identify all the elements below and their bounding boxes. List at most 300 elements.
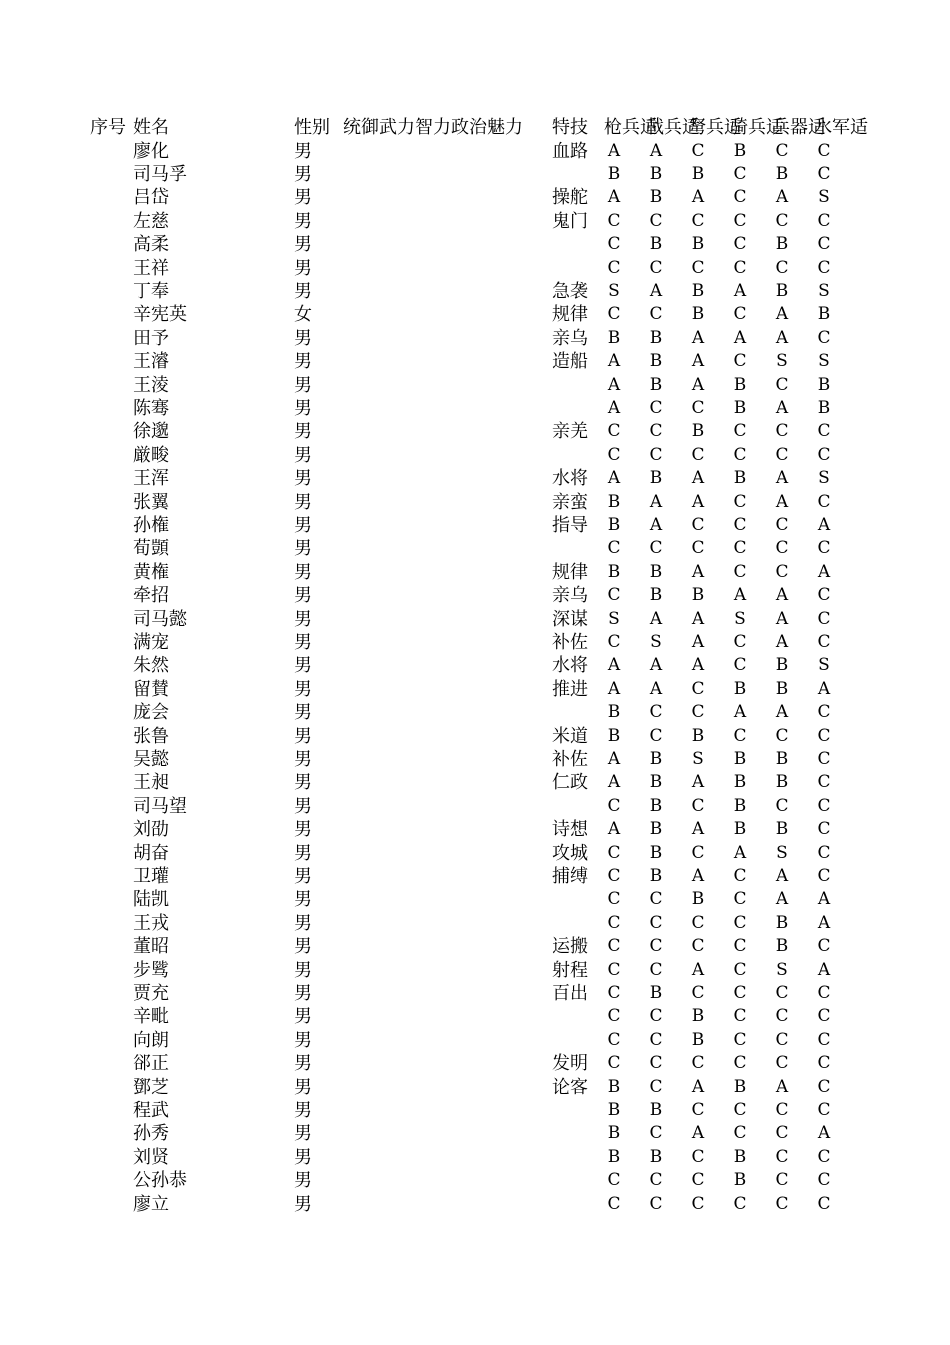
header-stat-intellect: 智力	[415, 117, 451, 138]
cell-aptitude: A	[607, 140, 621, 161]
header-stat-politics: 政治	[451, 117, 487, 138]
cell-aptitude: C	[649, 725, 663, 746]
cell-skill: 亲羌	[552, 421, 588, 443]
cell-name: 辛宪英	[133, 304, 187, 326]
cell-gender: 男	[294, 538, 312, 560]
cell-aptitude: C	[817, 1053, 831, 1074]
cell-skill: 米道	[552, 725, 588, 747]
cell-aptitude: B	[649, 1099, 663, 1120]
cell-aptitude: C	[733, 421, 747, 442]
cell-gender: 男	[294, 421, 312, 443]
cell-aptitude: C	[733, 865, 747, 886]
cell-aptitude: B	[649, 748, 663, 769]
table-row	[0, 327, 950, 350]
cell-skill: 指导	[552, 514, 588, 536]
cell-aptitude: C	[733, 257, 747, 278]
cell-gender: 男	[294, 865, 312, 887]
cell-aptitude: A	[649, 655, 663, 676]
cell-aptitude: B	[649, 327, 663, 348]
cell-gender: 男	[294, 1170, 312, 1192]
cell-aptitude: C	[817, 865, 831, 886]
cell-aptitude: C	[649, 210, 663, 231]
cell-aptitude: C	[607, 444, 621, 465]
cell-aptitude: A	[775, 631, 789, 652]
cell-name: 王昶	[133, 772, 169, 794]
cell-skill: 造船	[552, 351, 588, 373]
cell-aptitude: C	[691, 1193, 705, 1214]
table-row	[0, 280, 950, 303]
table-row	[0, 561, 950, 584]
cell-name: 朱然	[133, 655, 169, 677]
header-skill: 特技	[552, 117, 588, 138]
cell-aptitude: C	[607, 912, 621, 933]
cell-aptitude: B	[775, 280, 789, 301]
table-row	[0, 608, 950, 631]
table-row	[0, 888, 950, 911]
cell-aptitude: C	[817, 795, 831, 816]
cell-gender: 男	[294, 748, 312, 770]
cell-aptitude: C	[607, 936, 621, 957]
cell-gender: 男	[294, 585, 312, 607]
cell-aptitude: B	[691, 304, 705, 325]
cell-aptitude: A	[691, 491, 705, 512]
cell-gender: 男	[294, 772, 312, 794]
table-row	[0, 818, 950, 841]
cell-gender: 男	[294, 514, 312, 536]
cell-aptitude: B	[649, 795, 663, 816]
cell-aptitude: C	[733, 1123, 747, 1144]
cell-aptitude: C	[691, 1099, 705, 1120]
cell-aptitude: A	[691, 374, 705, 395]
cell-aptitude: C	[733, 234, 747, 255]
cell-aptitude: A	[607, 678, 621, 699]
header-stat-command: 统御	[343, 117, 379, 138]
cell-aptitude: C	[775, 1053, 789, 1074]
cell-aptitude: C	[691, 210, 705, 231]
cell-aptitude: A	[607, 819, 621, 840]
cell-name: 廖立	[133, 1193, 169, 1215]
cell-name: 向朗	[133, 1029, 169, 1051]
cell-aptitude: C	[733, 210, 747, 231]
cell-aptitude: C	[691, 257, 705, 278]
cell-aptitude: B	[775, 936, 789, 957]
cell-name: 庞会	[133, 702, 169, 724]
cell-gender: 男	[294, 187, 312, 209]
cell-skill: 亲乌	[552, 585, 588, 607]
table-row	[0, 1099, 950, 1122]
cell-aptitude: B	[691, 585, 705, 606]
table-row	[0, 842, 950, 865]
cell-skill: 鬼门	[552, 210, 588, 232]
cell-aptitude: S	[818, 280, 830, 301]
cell-aptitude: C	[733, 959, 747, 980]
cell-aptitude: C	[691, 444, 705, 465]
cell-aptitude: C	[733, 351, 747, 372]
cell-aptitude: A	[733, 585, 747, 606]
cell-aptitude: A	[775, 585, 789, 606]
cell-gender: 男	[294, 234, 312, 256]
cell-aptitude: B	[775, 234, 789, 255]
header-apt-navy: 水军适	[814, 117, 868, 138]
cell-name: 厳畯	[133, 444, 169, 466]
cell-aptitude: A	[691, 772, 705, 793]
cell-gender: 男	[294, 631, 312, 653]
cell-aptitude: B	[649, 1146, 663, 1167]
header-apt-halberd: 戟兵适	[646, 117, 700, 138]
header-index: 序号	[90, 117, 126, 138]
cell-aptitude: C	[733, 982, 747, 1003]
table-row	[0, 350, 950, 373]
cell-aptitude: B	[775, 678, 789, 699]
cell-gender: 男	[294, 444, 312, 466]
cell-gender: 男	[294, 889, 312, 911]
cell-aptitude: B	[607, 163, 621, 184]
cell-aptitude: C	[607, 631, 621, 652]
cell-aptitude: C	[775, 795, 789, 816]
cell-aptitude: C	[775, 982, 789, 1003]
cell-gender: 男	[294, 468, 312, 490]
table-row	[0, 959, 950, 982]
cell-aptitude: C	[817, 631, 831, 652]
cell-aptitude: B	[649, 163, 663, 184]
cell-skill: 发明	[552, 1053, 588, 1075]
cell-aptitude: C	[649, 936, 663, 957]
cell-aptitude: C	[733, 1193, 747, 1214]
cell-aptitude: C	[691, 538, 705, 559]
table-row	[0, 1052, 950, 1075]
cell-aptitude: C	[691, 1170, 705, 1191]
header-gender: 性别	[294, 117, 330, 138]
cell-gender: 男	[294, 819, 312, 841]
table-row	[0, 1005, 950, 1028]
cell-aptitude: A	[691, 959, 705, 980]
cell-gender: 男	[294, 655, 312, 677]
cell-gender: 男	[294, 140, 312, 162]
cell-aptitude: A	[775, 187, 789, 208]
cell-aptitude: C	[733, 631, 747, 652]
table-row	[0, 748, 950, 771]
cell-name: 王祥	[133, 257, 169, 279]
table-row	[0, 257, 950, 280]
cell-aptitude: B	[649, 982, 663, 1003]
cell-skill: 补佐	[552, 748, 588, 770]
cell-aptitude: A	[607, 748, 621, 769]
table-row	[0, 186, 950, 209]
table-row	[0, 303, 950, 326]
cell-aptitude: B	[649, 351, 663, 372]
header-apt-siege: 兵器适	[772, 117, 826, 138]
cell-aptitude: B	[607, 1076, 621, 1097]
cell-name: 司马孚	[133, 163, 187, 185]
cell-aptitude: C	[817, 1029, 831, 1050]
cell-aptitude: C	[733, 491, 747, 512]
cell-aptitude: B	[691, 725, 705, 746]
cell-aptitude: B	[607, 327, 621, 348]
table-row	[0, 1146, 950, 1169]
cell-aptitude: B	[649, 842, 663, 863]
cell-aptitude: B	[649, 865, 663, 886]
cell-aptitude: C	[691, 1146, 705, 1167]
cell-aptitude: C	[817, 538, 831, 559]
cell-aptitude: C	[733, 444, 747, 465]
cell-aptitude: C	[733, 1053, 747, 1074]
cell-aptitude: S	[608, 608, 620, 629]
cell-aptitude: B	[733, 1146, 747, 1167]
cell-name: 左慈	[133, 210, 169, 232]
cell-aptitude: B	[649, 468, 663, 489]
cell-name: 牵招	[133, 585, 169, 607]
cell-aptitude: A	[607, 655, 621, 676]
cell-name: 胡奋	[133, 842, 169, 864]
table-row	[0, 210, 950, 233]
cell-name: 孙秀	[133, 1123, 169, 1145]
cell-aptitude: A	[691, 561, 705, 582]
cell-aptitude: A	[607, 351, 621, 372]
cell-aptitude: C	[733, 163, 747, 184]
cell-aptitude: B	[817, 374, 831, 395]
cell-aptitude: C	[775, 514, 789, 535]
table-row	[0, 701, 950, 724]
cell-aptitude: C	[733, 561, 747, 582]
cell-aptitude: C	[733, 538, 747, 559]
header-apt-cavalry: 骑兵适	[730, 117, 784, 138]
cell-name: 田予	[133, 327, 169, 349]
cell-aptitude: A	[775, 1076, 789, 1097]
cell-aptitude: C	[733, 655, 747, 676]
cell-aptitude: C	[817, 444, 831, 465]
cell-aptitude: C	[649, 1053, 663, 1074]
cell-skill: 仁政	[552, 772, 588, 794]
cell-aptitude: C	[817, 1170, 831, 1191]
cell-gender: 男	[294, 725, 312, 747]
cell-name: 公孙恭	[133, 1170, 187, 1192]
cell-aptitude: C	[691, 397, 705, 418]
cell-aptitude: C	[775, 374, 789, 395]
cell-aptitude: B	[607, 1099, 621, 1120]
cell-aptitude: B	[649, 234, 663, 255]
cell-gender: 男	[294, 1076, 312, 1098]
cell-aptitude: A	[775, 304, 789, 325]
table-row	[0, 491, 950, 514]
cell-skill: 操舵	[552, 187, 588, 209]
cell-aptitude: C	[733, 1029, 747, 1050]
cell-aptitude: B	[691, 1029, 705, 1050]
cell-aptitude: B	[775, 748, 789, 769]
cell-aptitude: C	[649, 889, 663, 910]
cell-gender: 男	[294, 608, 312, 630]
cell-aptitude: C	[607, 1006, 621, 1027]
cell-aptitude: B	[649, 561, 663, 582]
cell-aptitude: C	[649, 1193, 663, 1214]
cell-aptitude: B	[733, 678, 747, 699]
cell-aptitude: C	[775, 444, 789, 465]
cell-aptitude: B	[733, 1076, 747, 1097]
cell-aptitude: A	[733, 327, 747, 348]
cell-gender: 男	[294, 280, 312, 302]
header-row	[0, 116, 950, 139]
cell-aptitude: S	[650, 631, 662, 652]
cell-aptitude: C	[733, 514, 747, 535]
cell-aptitude: S	[818, 655, 830, 676]
cell-gender: 男	[294, 912, 312, 934]
cell-aptitude: C	[691, 702, 705, 723]
cell-aptitude: C	[817, 327, 831, 348]
cell-aptitude: A	[607, 187, 621, 208]
cell-skill: 规律	[552, 304, 588, 326]
cell-aptitude: C	[817, 1193, 831, 1214]
cell-name: 董昭	[133, 936, 169, 958]
cell-skill: 捕缚	[552, 865, 588, 887]
cell-aptitude: B	[649, 374, 663, 395]
cell-aptitude: B	[691, 1006, 705, 1027]
cell-aptitude: S	[818, 351, 830, 372]
cell-gender: 男	[294, 982, 312, 1004]
cell-gender: 男	[294, 1146, 312, 1168]
cell-aptitude: A	[649, 280, 663, 301]
table-row	[0, 1193, 950, 1216]
table-row	[0, 467, 950, 490]
cell-aptitude: A	[649, 491, 663, 512]
cell-aptitude: S	[776, 842, 788, 863]
cell-skill: 急袭	[552, 280, 588, 302]
cell-name: 卫瓘	[133, 865, 169, 887]
header-stats	[343, 116, 523, 139]
cell-aptitude: C	[817, 702, 831, 723]
cell-aptitude: B	[649, 772, 663, 793]
cell-name: 王淩	[133, 374, 169, 396]
cell-aptitude: C	[733, 889, 747, 910]
table-row	[0, 233, 950, 256]
header-name: 姓名	[133, 117, 169, 138]
cell-aptitude: C	[775, 1193, 789, 1214]
cell-aptitude: A	[607, 374, 621, 395]
cell-aptitude: C	[733, 304, 747, 325]
cell-aptitude: B	[733, 397, 747, 418]
table-row	[0, 631, 950, 654]
cell-aptitude: B	[691, 280, 705, 301]
cell-name: 步骘	[133, 959, 169, 981]
cell-aptitude: B	[607, 561, 621, 582]
cell-aptitude: C	[817, 608, 831, 629]
cell-name: 黄権	[133, 561, 169, 583]
cell-aptitude: C	[817, 234, 831, 255]
cell-aptitude: C	[775, 140, 789, 161]
cell-aptitude: C	[775, 725, 789, 746]
table-row	[0, 1169, 950, 1192]
cell-gender: 男	[294, 374, 312, 396]
cell-aptitude: A	[649, 678, 663, 699]
cell-aptitude: A	[817, 514, 831, 535]
cell-gender: 男	[294, 561, 312, 583]
cell-aptitude: C	[691, 982, 705, 1003]
cell-aptitude: B	[649, 585, 663, 606]
cell-aptitude: C	[817, 725, 831, 746]
cell-aptitude: C	[817, 1076, 831, 1097]
cell-aptitude: B	[691, 889, 705, 910]
header-apt-crossbow: 弩兵适	[688, 117, 742, 138]
cell-gender: 男	[294, 397, 312, 419]
table-row	[0, 935, 950, 958]
cell-aptitude: A	[775, 397, 789, 418]
cell-aptitude: B	[733, 748, 747, 769]
table-row	[0, 982, 950, 1005]
cell-aptitude: B	[691, 421, 705, 442]
cell-aptitude: C	[817, 585, 831, 606]
cell-aptitude: C	[649, 538, 663, 559]
table-row	[0, 444, 950, 467]
cell-aptitude: A	[607, 397, 621, 418]
cell-aptitude: C	[817, 163, 831, 184]
cell-gender: 男	[294, 1099, 312, 1121]
cell-aptitude: A	[691, 631, 705, 652]
cell-gender: 男	[294, 1123, 312, 1145]
cell-aptitude: A	[775, 889, 789, 910]
cell-aptitude: A	[649, 514, 663, 535]
cell-name: 程武	[133, 1099, 169, 1121]
cell-aptitude: C	[607, 889, 621, 910]
cell-aptitude: B	[649, 819, 663, 840]
cell-aptitude: C	[691, 514, 705, 535]
cell-aptitude: C	[775, 538, 789, 559]
cell-name: 吴懿	[133, 748, 169, 770]
cell-name: 高柔	[133, 234, 169, 256]
table-row	[0, 1076, 950, 1099]
cell-gender: 男	[294, 491, 312, 513]
cell-aptitude: A	[775, 865, 789, 886]
cell-aptitude: A	[733, 702, 747, 723]
cell-aptitude: C	[607, 865, 621, 886]
cell-aptitude: S	[608, 280, 620, 301]
cell-aptitude: C	[607, 982, 621, 1003]
cell-aptitude: C	[607, 304, 621, 325]
cell-aptitude: S	[818, 187, 830, 208]
cell-aptitude: C	[775, 1146, 789, 1167]
cell-aptitude: C	[607, 795, 621, 816]
cell-aptitude: A	[691, 468, 705, 489]
cell-name: 吕岱	[133, 187, 169, 209]
cell-name: 王濬	[133, 351, 169, 373]
cell-aptitude: B	[775, 912, 789, 933]
cell-skill: 射程	[552, 959, 588, 981]
cell-aptitude: B	[607, 725, 621, 746]
cell-aptitude: C	[733, 1099, 747, 1120]
cell-aptitude: A	[733, 842, 747, 863]
cell-aptitude: C	[817, 1006, 831, 1027]
cell-aptitude: S	[692, 748, 704, 769]
cell-aptitude: C	[817, 1099, 831, 1120]
table-row	[0, 584, 950, 607]
cell-aptitude: A	[817, 1123, 831, 1144]
cell-aptitude: C	[817, 210, 831, 231]
cell-aptitude: B	[733, 795, 747, 816]
cell-aptitude: C	[607, 257, 621, 278]
table-row	[0, 397, 950, 420]
cell-gender: 男	[294, 327, 312, 349]
table-row	[0, 678, 950, 701]
cell-aptitude: C	[775, 1170, 789, 1191]
cell-aptitude: C	[775, 561, 789, 582]
header-apt-spear: 枪兵适	[604, 117, 658, 138]
cell-gender: 男	[294, 1053, 312, 1075]
cell-aptitude: B	[775, 772, 789, 793]
cell-gender: 男	[294, 678, 312, 700]
cell-name: 司马懿	[133, 608, 187, 630]
cell-aptitude: B	[733, 819, 747, 840]
cell-gender: 男	[294, 842, 312, 864]
table-row	[0, 420, 950, 443]
cell-aptitude: A	[817, 561, 831, 582]
cell-aptitude: C	[607, 234, 621, 255]
